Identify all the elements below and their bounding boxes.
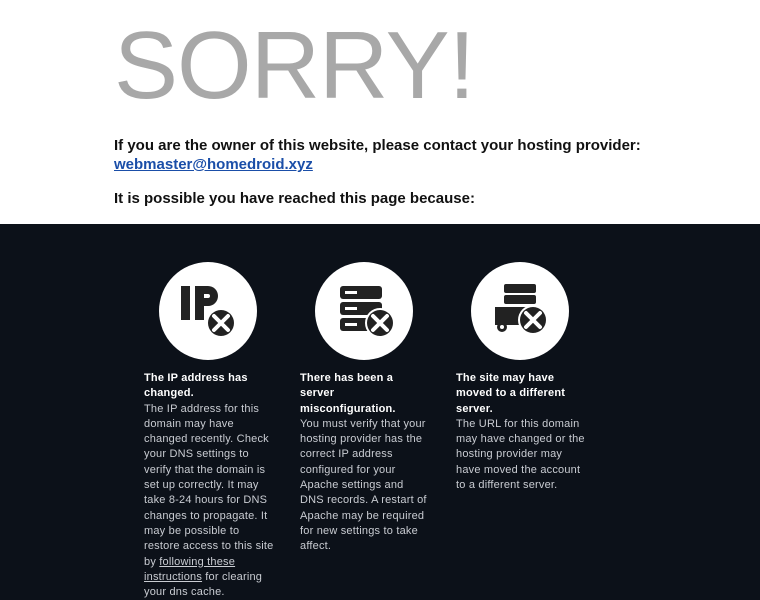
- server-error-icon: [315, 262, 413, 360]
- reason-title: The site may have moved to a different server.: [456, 372, 566, 415]
- top-section: [0, 0, 760, 224]
- page-title: SORRY!: [114, 12, 475, 119]
- reason-title: There has been a server misconfiguration.: [300, 372, 396, 415]
- reason-body: The URL for this domain may have changed or the hosting provider may have moved the account to a different server.: [456, 417, 585, 492]
- reason-body: You must verify that your hosting provider has the correct IP address configured for your Apache settings and DNS records. A restart of Apache may be required for new settings to take affect.: [300, 417, 427, 553]
- reason-body-tail: for clearing your dns cache.: [144, 570, 263, 599]
- reason-title: The IP address has changed.: [144, 372, 248, 400]
- reason-text: [456, 371, 586, 493]
- instructions-link[interactable]: following these instructions: [144, 555, 236, 583]
- reasons-panel: [0, 224, 760, 600]
- ip-error-icon: [159, 262, 257, 360]
- moved-server-icon: [471, 262, 569, 360]
- reason-intro: It is possible you have reached this page because:: [114, 190, 475, 207]
- contact-email-link[interactable]: webmaster@homedroid.xyz: [114, 156, 313, 173]
- reason-body: The IP address for this domain may have changed recently. Check your DNS settings to verify that the domain is set up correctly. It may take 8-24 hours for DNS changes to propagate. It may be possible to restore access to this site by: [144, 402, 274, 568]
- owner-message: If you are the owner of this website, please contact your hosting provider:: [114, 137, 641, 154]
- reason-text: [300, 371, 430, 555]
- reason-text: [144, 371, 274, 600]
